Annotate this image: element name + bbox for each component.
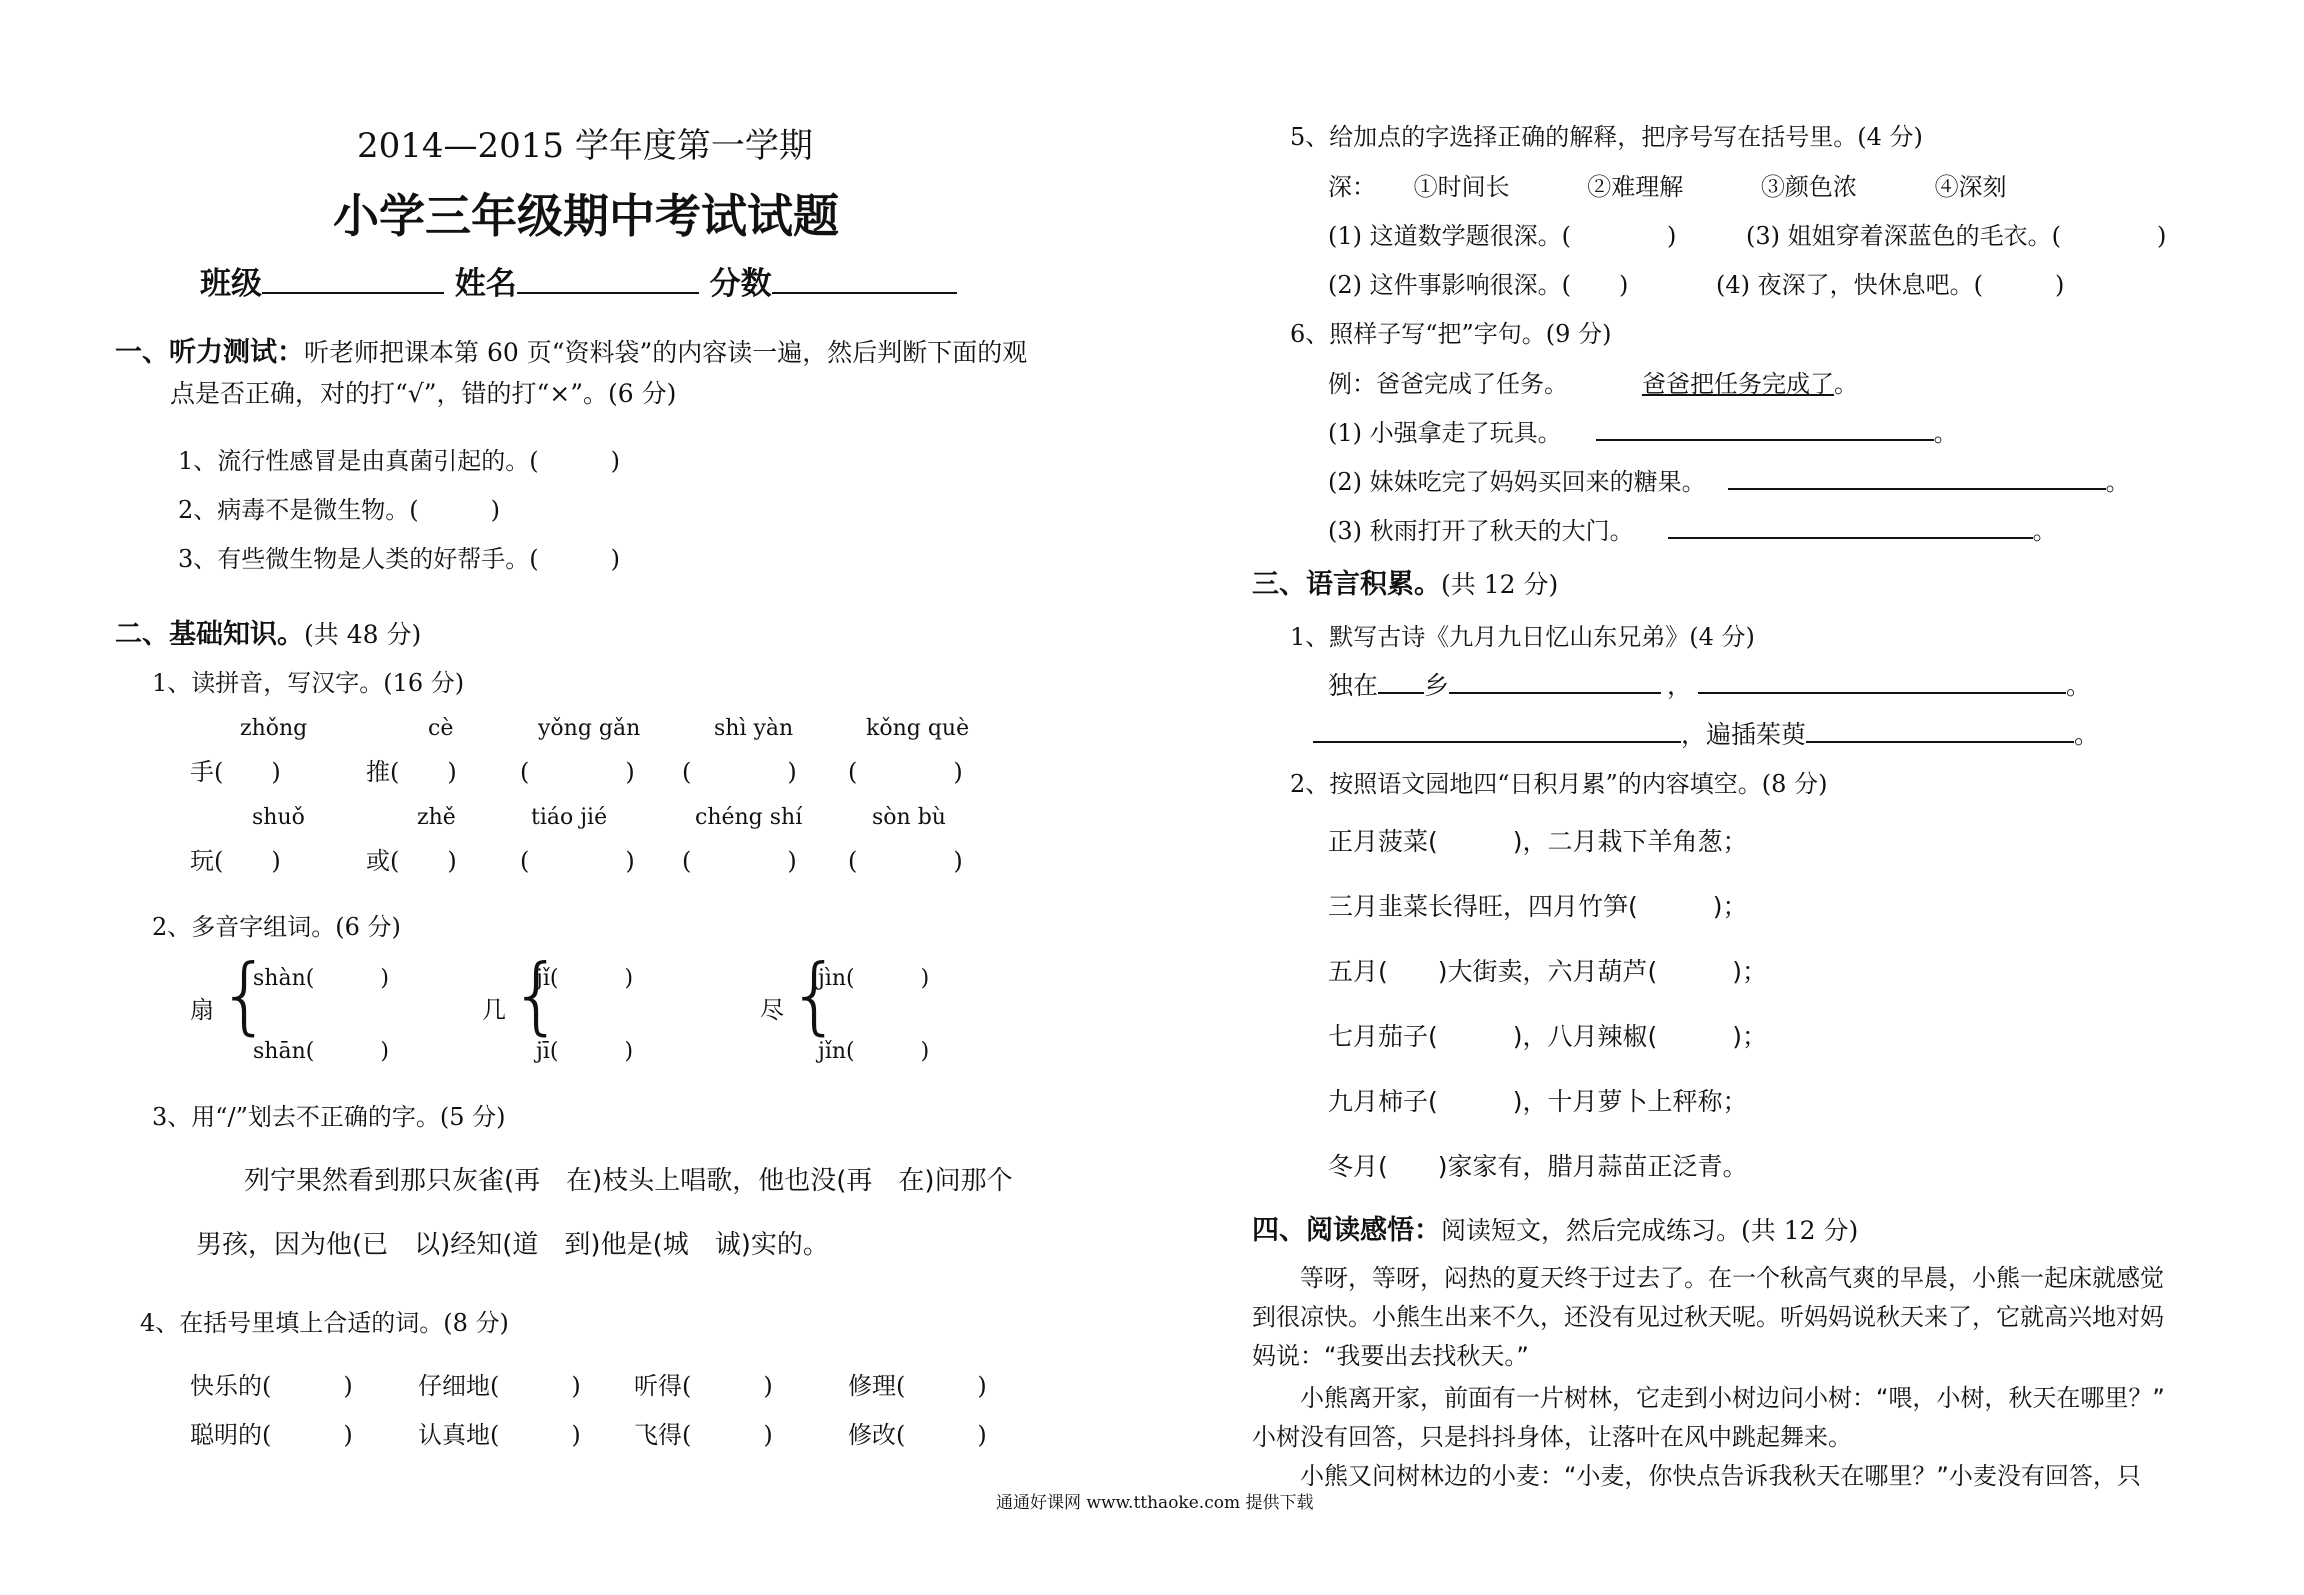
example-sentence: 例：爸爸完成了任务。 [1328,370,1568,398]
poem-blank[interactable] [1698,668,2066,694]
pinyin: sòn bù [872,805,946,830]
polyphone-reading[interactable]: jǐn( ) [818,1039,930,1064]
poem-blank[interactable] [1378,668,1424,694]
rhyme-line[interactable]: 九月柿子( )，十月萝卜上秤称； [1328,1087,1748,1116]
answer-line[interactable] [1668,513,2033,539]
student-info-line [200,258,957,303]
s3-q1-title: 1、默写古诗《九月九日忆山东兄弟》(4 分) [1290,623,1755,651]
judge-item: 1、流行性感冒是由真菌引起的。( ) [178,447,620,475]
hanzi-blank[interactable]: 手( ) [190,758,281,786]
hanzi-blank[interactable]: 推( ) [366,758,457,786]
rhyme-line[interactable]: 七月茄子( )，八月辣椒( )； [1328,1022,1768,1051]
section-1-instruction-2: 点是否正确，对的打“√”，错的打“×”。(6 分) [170,379,677,408]
polyphone-reading[interactable]: jìn( ) [818,966,930,991]
poem-text: 独在 [1328,671,1379,700]
judge-item: 2、病毒不是微生物。( ) [178,496,500,524]
poem-period: 。 [2066,671,2092,700]
answer-period: 。 [1933,419,1958,447]
section-4-line [1252,1208,1858,1247]
section-1-heading: 一、听力测试： [115,337,304,368]
polyphone-char: 几 [482,996,506,1024]
word-blank[interactable]: 快乐的( ) [190,1372,353,1400]
polyphone-reading[interactable]: shān( ) [253,1039,389,1064]
pinyin: zhě [417,805,456,830]
reading-line: 妈说：“我要出去找秋天。” [1252,1342,1529,1370]
section-1-instruction: 听老师把课本第 60 页“资料袋”的内容读一遍，然后判断下面的观 [304,338,1028,367]
q3-passage-line2: 男孩，因为他(已 以)经知(道 到)他是(城 诚)实的。 [196,1230,829,1260]
section-3-line [1252,562,1558,601]
q2-title: 2、多音字组词。(6 分) [152,913,401,941]
reading-line: 小树没有回答，只是抖抖身体，让落叶在风中跳起舞来。 [1252,1423,1852,1451]
q5-item[interactable]: (3) 姐姐穿着深蓝色的毛衣。( ) [1746,222,2167,250]
class-label: 班级 [200,266,262,302]
definition-option: ④深刻 [1934,173,2007,201]
hanzi-blank[interactable]: ( ) [682,847,797,875]
pinyin: yǒng gǎn [538,716,641,741]
q1-title: 1、读拼音，写汉字。(16 分) [152,669,465,697]
rhyme-line[interactable]: 正月菠菜( )，二月栽下羊角葱； [1328,827,1748,856]
section-1-line1 [115,330,1027,369]
poem-text: 乡 [1424,671,1450,700]
q5-item[interactable]: (4) 夜深了，快休息吧。( ) [1716,271,2065,299]
section-2-score: (共 48 分) [304,620,422,649]
section-3-heading: 三、语言积累。 [1252,569,1441,600]
brace-icon: { [788,946,842,1044]
rhyme-line[interactable]: 冬月( )家家有，腊月蒜苗正泛青。 [1328,1152,1748,1181]
poem-blank[interactable] [1313,717,1681,743]
page-title: 小学三年级期中考试试题 [333,189,839,243]
word-blank[interactable]: 仔细地( ) [418,1372,581,1400]
q4-title: 4、在括号里填上合适的词。(8 分) [140,1309,509,1337]
q5-definitions [1328,167,2007,202]
q6-sentence: (2) 妹妹吃完了妈妈买回来的糖果。 [1328,468,1706,496]
q5-char: 深： [1328,173,1376,201]
q3-title: 3、用“/”划去不正确的字。(5 分) [152,1103,506,1131]
judge-item: 3、有些微生物是人类的好帮手。( ) [178,545,620,573]
pinyin: shuǒ [252,805,305,830]
q5-title: 5、给加点的字选择正确的解释，把序号写在括号里。(4 分) [1290,123,1923,151]
example-answer: 爸爸把任务完成了 [1642,370,1834,398]
score-label: 分数 [709,266,772,302]
q5-item[interactable]: (1) 这道数学题很深。( ) [1328,222,1677,250]
score-field[interactable] [772,262,957,294]
pinyin: chéng shí [695,805,803,830]
class-field[interactable] [262,262,444,294]
definition-option: ②难理解 [1587,173,1684,201]
hanzi-blank[interactable]: ( ) [848,758,963,786]
example-period: 。 [1834,370,1858,398]
polyphone-reading[interactable]: jǐ( ) [536,966,634,991]
definition-option: ③颜色浓 [1760,173,1857,201]
pinyin: cè [428,716,454,741]
word-blank[interactable]: 修改( ) [848,1421,987,1449]
word-blank[interactable]: 听得( ) [634,1372,773,1400]
q6-title: 6、照样子写“把”字句。(9 分) [1290,320,1612,348]
word-blank[interactable]: 飞得( ) [634,1421,773,1449]
poem-comma: ， [1667,671,1693,700]
polyphone-char: 尽 [760,996,784,1024]
q6-item-2 [1328,462,2130,497]
section-2-line [115,612,421,651]
answer-period: 。 [2105,468,2130,496]
section-4-instruction: 阅读短文，然后完成练习。(共 12 分) [1441,1216,1859,1245]
poem-line-2 [1313,715,2099,751]
hanzi-blank[interactable]: ( ) [520,847,635,875]
name-label: 姓名 [454,266,517,302]
definition-option: ①时间长 [1413,173,1510,201]
polyphone-reading[interactable]: shàn( ) [253,966,389,991]
s3-q2-title: 2、按照语文园地四“日积月累”的内容填空。(8 分) [1290,770,1828,798]
footer-credit: 通通好课网 www.tthaoke.com 提供下载 [996,1493,1314,1513]
section-4-heading: 四、阅读感悟： [1252,1215,1441,1246]
answer-line[interactable] [1596,415,1934,441]
reading-line: 小熊又问树林边的小麦：“小麦，你快点告诉我秋天在哪里？”小麦没有回答，只 [1252,1462,2141,1490]
word-blank[interactable]: 认真地( ) [418,1421,581,1449]
polyphone-char: 扇 [190,996,214,1024]
term-heading: 2014—2015 学年度第一学期 [357,126,813,166]
reading-line: 到很凉快。小熊生出来不久，还没有见过秋天呢。听妈妈说秋天来了，它就高兴地对妈 [1252,1303,2164,1331]
q6-sentence: (1) 小强拿走了玩具。 [1328,419,1562,447]
pinyin: kǒng què [866,716,970,741]
q6-example [1328,364,1858,399]
poem-blank[interactable] [1806,717,2074,743]
answer-period: 。 [2032,517,2057,545]
q3-passage-line1: 列宁果然看到那只灰雀(再 在)枝头上唱歌，他也没(再 在)问那个 [244,1166,1013,1196]
rhyme-line[interactable]: 三月韭菜长得旺，四月竹笋( )； [1328,892,1748,921]
word-blank[interactable]: 修理( ) [848,1372,987,1400]
pinyin: tiáo jié [531,805,608,830]
hanzi-blank[interactable]: 或( ) [366,847,457,875]
q6-item-1 [1328,413,1958,448]
q5-item[interactable]: (2) 这件事影响很深。( ) [1328,271,1629,299]
word-blank[interactable]: 聪明的( ) [190,1421,353,1449]
q6-item-3 [1328,511,2057,546]
polyphone-reading[interactable]: jī( ) [536,1039,634,1064]
brace-icon: { [218,946,272,1044]
rhyme-line[interactable]: 五月( )大街卖，六月葫芦( )； [1328,957,1768,986]
reading-line: 小熊离开家，前面有一片树林，它走到小树边问小树：“喂，小树，秋天在哪里？” [1252,1384,2165,1412]
hanzi-blank[interactable]: ( ) [682,758,797,786]
hanzi-blank[interactable]: ( ) [848,847,963,875]
poem-line-1 [1328,666,2091,702]
section-2-heading: 二、基础知识。 [115,619,304,650]
reading-line: 等呀，等呀，闷热的夏天终于过去了。在一个秋高气爽的早晨，小熊一起床就感觉 [1252,1264,2164,1292]
poem-period: 。 [2074,720,2100,749]
hanzi-blank[interactable]: ( ) [520,758,635,786]
poem-text: ，遍插茱萸 [1681,720,1807,749]
pinyin: zhǒng [240,716,308,741]
section-3-score: (共 12 分) [1441,570,1559,599]
q6-sentence: (3) 秋雨打开了秋天的大门。 [1328,517,1634,545]
pinyin: shì yàn [714,716,794,741]
name-field[interactable] [517,262,699,294]
poem-blank[interactable] [1449,668,1661,694]
brace-icon: { [510,946,564,1044]
answer-line[interactable] [1728,464,2106,490]
hanzi-blank[interactable]: 玩( ) [190,847,281,875]
